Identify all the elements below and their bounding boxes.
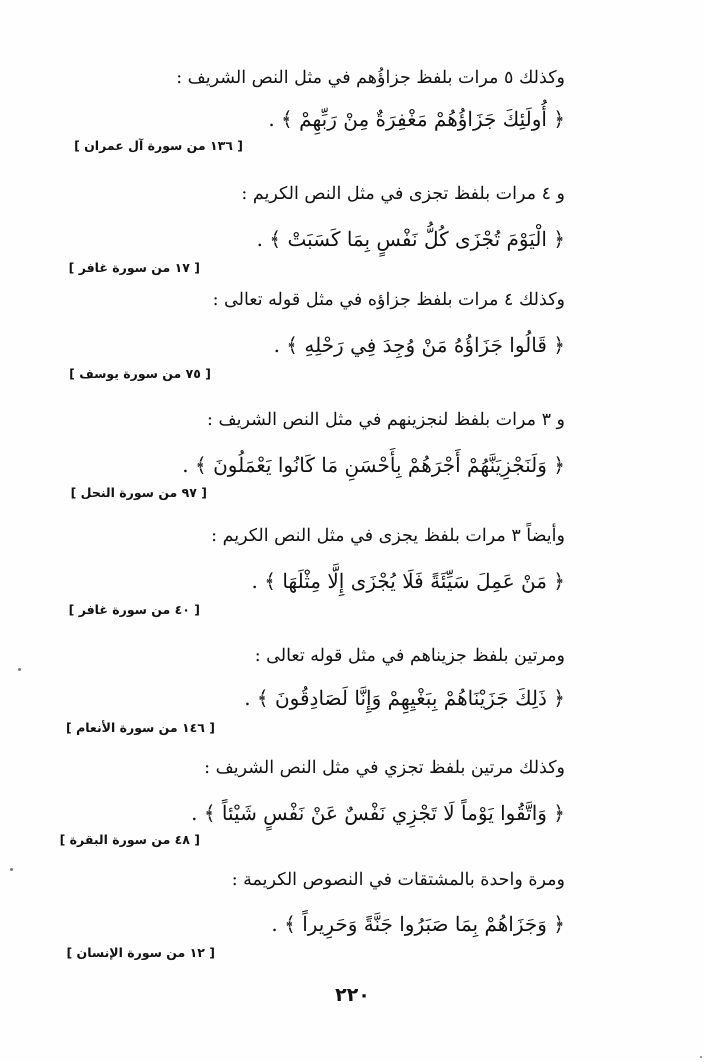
surah-reference-label: [ ١٤٦ من سورة الأنعام ]	[66, 720, 215, 735]
surah-reference	[0, 484, 705, 502]
entry-intro: ومرة واحدة بالمشتقات في النصوص الكريمة :	[231, 870, 565, 890]
surah-reference-label: [ ٧٥ من سورة يوسف ]	[69, 366, 211, 381]
entry-intro: وكذلك ٥ مرات بلفظ جزاؤُهم في مثل النص الشريف :	[176, 68, 565, 88]
surah-reference	[0, 944, 705, 962]
surah-reference-label: [ ١٢ من سورة الإنسان ]	[66, 945, 215, 960]
page-number: ٢٢٠	[335, 984, 370, 1006]
verse-text: ﴿ وَاتَّقُوا يَوْماً لَا تَجْزِي نَفْسٌ عَنْ نَفْسٍ شَيْئاً ﴾ .	[191, 801, 565, 825]
scan-speck	[18, 668, 21, 671]
surah-reference-label: [ ١٧ من سورة غافر ]	[68, 260, 200, 275]
surah-reference	[0, 601, 705, 619]
surah-reference	[0, 259, 705, 277]
verse-text: ﴿ قَالُوا جَزَاؤُهُ مَنْ وُجِدَ فِي رَحْلِهِ ﴾ .	[273, 333, 565, 357]
entry-intro: ومرتين بلفظ جزيناهم في مثل قوله تعالى :	[254, 646, 565, 666]
surah-reference	[0, 719, 705, 737]
verse-text: ﴿ وَجَزَاهُمْ بِمَا صَبَرُوا جَنَّةً وَحَرِيراً ﴾ .	[271, 912, 565, 936]
entry-intro: وأيضاً ٣ مرات بلفظ يجزى في مثل النص الكريم :	[211, 526, 565, 546]
surah-reference-label: [ ١٣٦ من سورة آل عمران ]	[74, 138, 243, 153]
scan-speck	[10, 868, 13, 871]
entry-intro: و ٤ مرات بلفظ تجزى في مثل النص الكريم :	[241, 184, 565, 204]
surah-reference-label: [ ٩٧ من سورة النحل ]	[70, 485, 207, 500]
surah-reference-label: [ ٤٠ من سورة غافر ]	[68, 602, 200, 617]
verse-text: ﴿ أُولَئِكَ جَزَاؤُهُمْ مَغْفِرَةٌ مِنْ رَبِّهِمْ ﴾ .	[268, 107, 565, 131]
entry-intro: وكذلك مرتين بلفظ تجزي في مثل النص الشريف :	[204, 758, 565, 778]
surah-reference	[0, 365, 705, 383]
entry-intro: وكذلك ٤ مرات بلفظ جزاؤه في مثل قوله تعالى :	[212, 290, 565, 310]
surah-reference	[0, 831, 705, 849]
verse-text: ﴿ ذَلِكَ جَزَيْنَاهُمْ بِبَغْيِهِمْ وَإِنَّا لَصَادِقُونَ ﴾ .	[244, 686, 565, 710]
surah-reference-label: [ ٤٨ من سورة البقرة ]	[59, 832, 200, 847]
entry-intro: و ٣ مرات بلفظ لنجزينهم في مثل النص الشريف :	[207, 410, 565, 430]
verse-text: ﴿ وَلَنَجْزِيَنَّهُمْ أَجْرَهُمْ بِأَحْسَنِ مَا كَانُوا يَعْمَلُونَ ﴾ .	[182, 453, 565, 477]
scan-speck	[700, 1056, 702, 1058]
surah-reference	[0, 137, 705, 155]
verse-text: ﴿ مَنْ عَمِلَ سَيِّئَةً فَلَا يُجْزَى إِلَّا مِثْلَهَا ﴾ .	[251, 569, 565, 593]
verse-text: ﴿ الْيَوْمَ تُجْزَى كُلُّ نَفْسٍ بِمَا كَسَبَتْ ﴾ .	[256, 227, 565, 251]
